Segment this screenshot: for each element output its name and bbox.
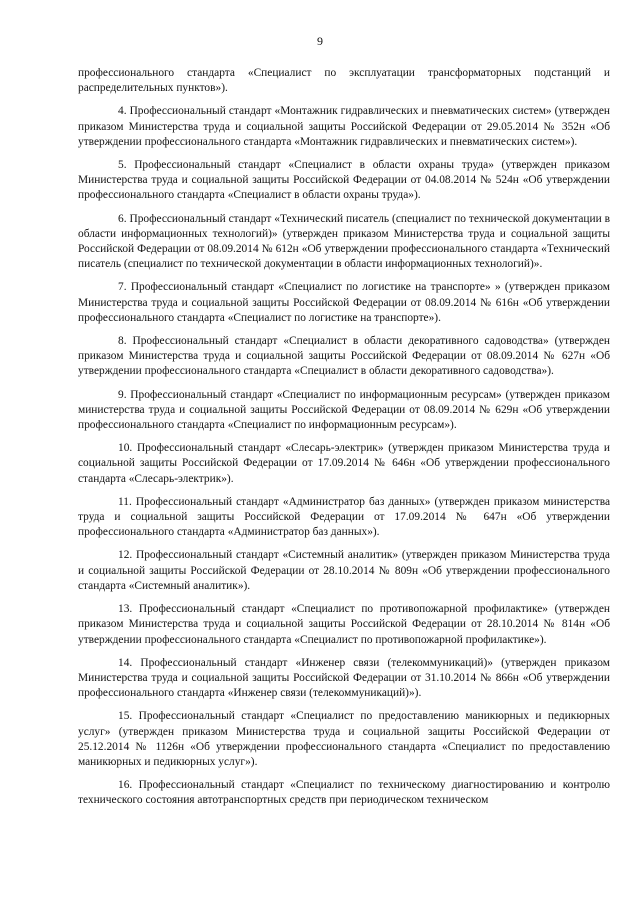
page-number: 9 xyxy=(317,34,323,48)
paragraph-item-13: 13. Профессиональный стандарт «Специалист по противопожарной профилактике» (утвержден приказом Министерства труда и социальной защиты Российской Федерации от 28.10.2014 № 814н «Об утверждении профессионального стандарта «Специалист по противопожарной профилактике»). xyxy=(78,603,610,646)
paragraph-item-15: 15. Профессиональный стандарт «Специалист по предоставлению маникюрных и педикюрных услуг» (утвержден приказом Министерства труда и социальной защиты Российской Федерации от 25.12.2014 № 1126н «Об утверждении профессионального стандарта «Специалист по предоставлению маникюрных и педикюрных услуг»). xyxy=(78,710,610,768)
paragraph-item-8: 8. Профессиональный стандарт «Специалист в области декоративного садоводства» (утвержден приказом Министерства труда и социальной защиты Российской Федерации от 08.09.2014 № 627н «Об утверждении профессионального стандарта «Специалист в области декоративного садоводства»). xyxy=(78,335,610,378)
paragraph-item-7: 7. Профессиональный стандарт «Специалист по логистике на транспорте» » (утвержден приказом Министерства труда и социальной защиты Российской Федерации от 08.09.2014 № 616н «Об утверждении профессионального стандарта «Специалист по логистике на транспорте»). xyxy=(78,281,610,324)
paragraph-item-9: 9. Профессиональный стандарт «Специалист по информационным ресурсам» (утвержден приказом министерства труда и социальной защиты Российской Федерации от 08.09.2014 № 629н «Об утверждении профессионального стандарта «Специалист по информационным ресурсам»). xyxy=(78,388,610,432)
paragraph-item-12: 12. Профессиональный стандарт «Системный аналитик» (утвержден приказом Министерства труда и социальной защиты Российской Федерации от 28.10.2014 № 809н «Об утверждении профессионального стандарта «Системный аналитик»). xyxy=(78,549,610,592)
paragraph-item-16: 16. Профессиональный стандарт «Специалист по техническому диагностированию и контролю технического состояния автотранспортных средств при периодическом техническом xyxy=(78,779,610,807)
paragraph-item-11: 11. Профессиональный стандарт «Администратор баз данных» (утвержден приказом министерства труда и социальной защиты Российской Федерации от 17.09.2014 № 647н «Об утверждении профессионального стандарта «Администратор баз данных»). xyxy=(78,495,610,539)
document-body xyxy=(78,66,610,817)
paragraph-item-6: 6. Профессиональный стандарт «Технический писатель (специалист по технической документации в области информационных технологий)» (утвержден приказом Министерства труда и социальной защиты Российской Федерации от 08.09.2014 № 612н «Об утверждении профессионального стандарта «Технический писатель (специалист по технической документации в области информационных технологий)». xyxy=(78,212,610,271)
paragraph-item-14: 14. Профессиональный стандарт «Инженер связи (телекоммуникаций)» (утвержден приказом Министерства труда и социальной защиты Российской Федерации от 31.10.2014 № 866н «Об утверждении профессионального стандарта «Инженер связи (телекоммуникаций)»). xyxy=(78,656,610,700)
paragraph-item-4: 4. Профессиональный стандарт «Монтажник гидравлических и пневматических систем» (утвержден приказом Министерства труда и социальной защиты Российской Федерации от 29.05.2014 № 352н «Об утверждении профессионального стандарта «Монтажник гидравлических и пневматических систем»). xyxy=(78,105,610,148)
paragraph-item-10: 10. Профессиональный стандарт «Слесарь-электрик» (утвержден приказом Министерства труда и социальной защиты Российской Федерации от 17.09.2014 № 646н «Об утверждении профессионального стандарта «Слесарь-электрик»). xyxy=(78,442,610,485)
paragraph-item-5: 5. Профессиональный стандарт «Специалист в области охраны труда» (утвержден приказом Министерства труда и социальной защиты Российской Федерации от 04.08.2014 № 524н «Об утверждении профессионального стандарта «Специалист в области охраны труда»). xyxy=(78,159,610,202)
paragraph-continuation: профессионального стандарта «Специалист по эксплуатации трансформаторных подстанций и распределительных пунктов»). xyxy=(78,67,610,95)
